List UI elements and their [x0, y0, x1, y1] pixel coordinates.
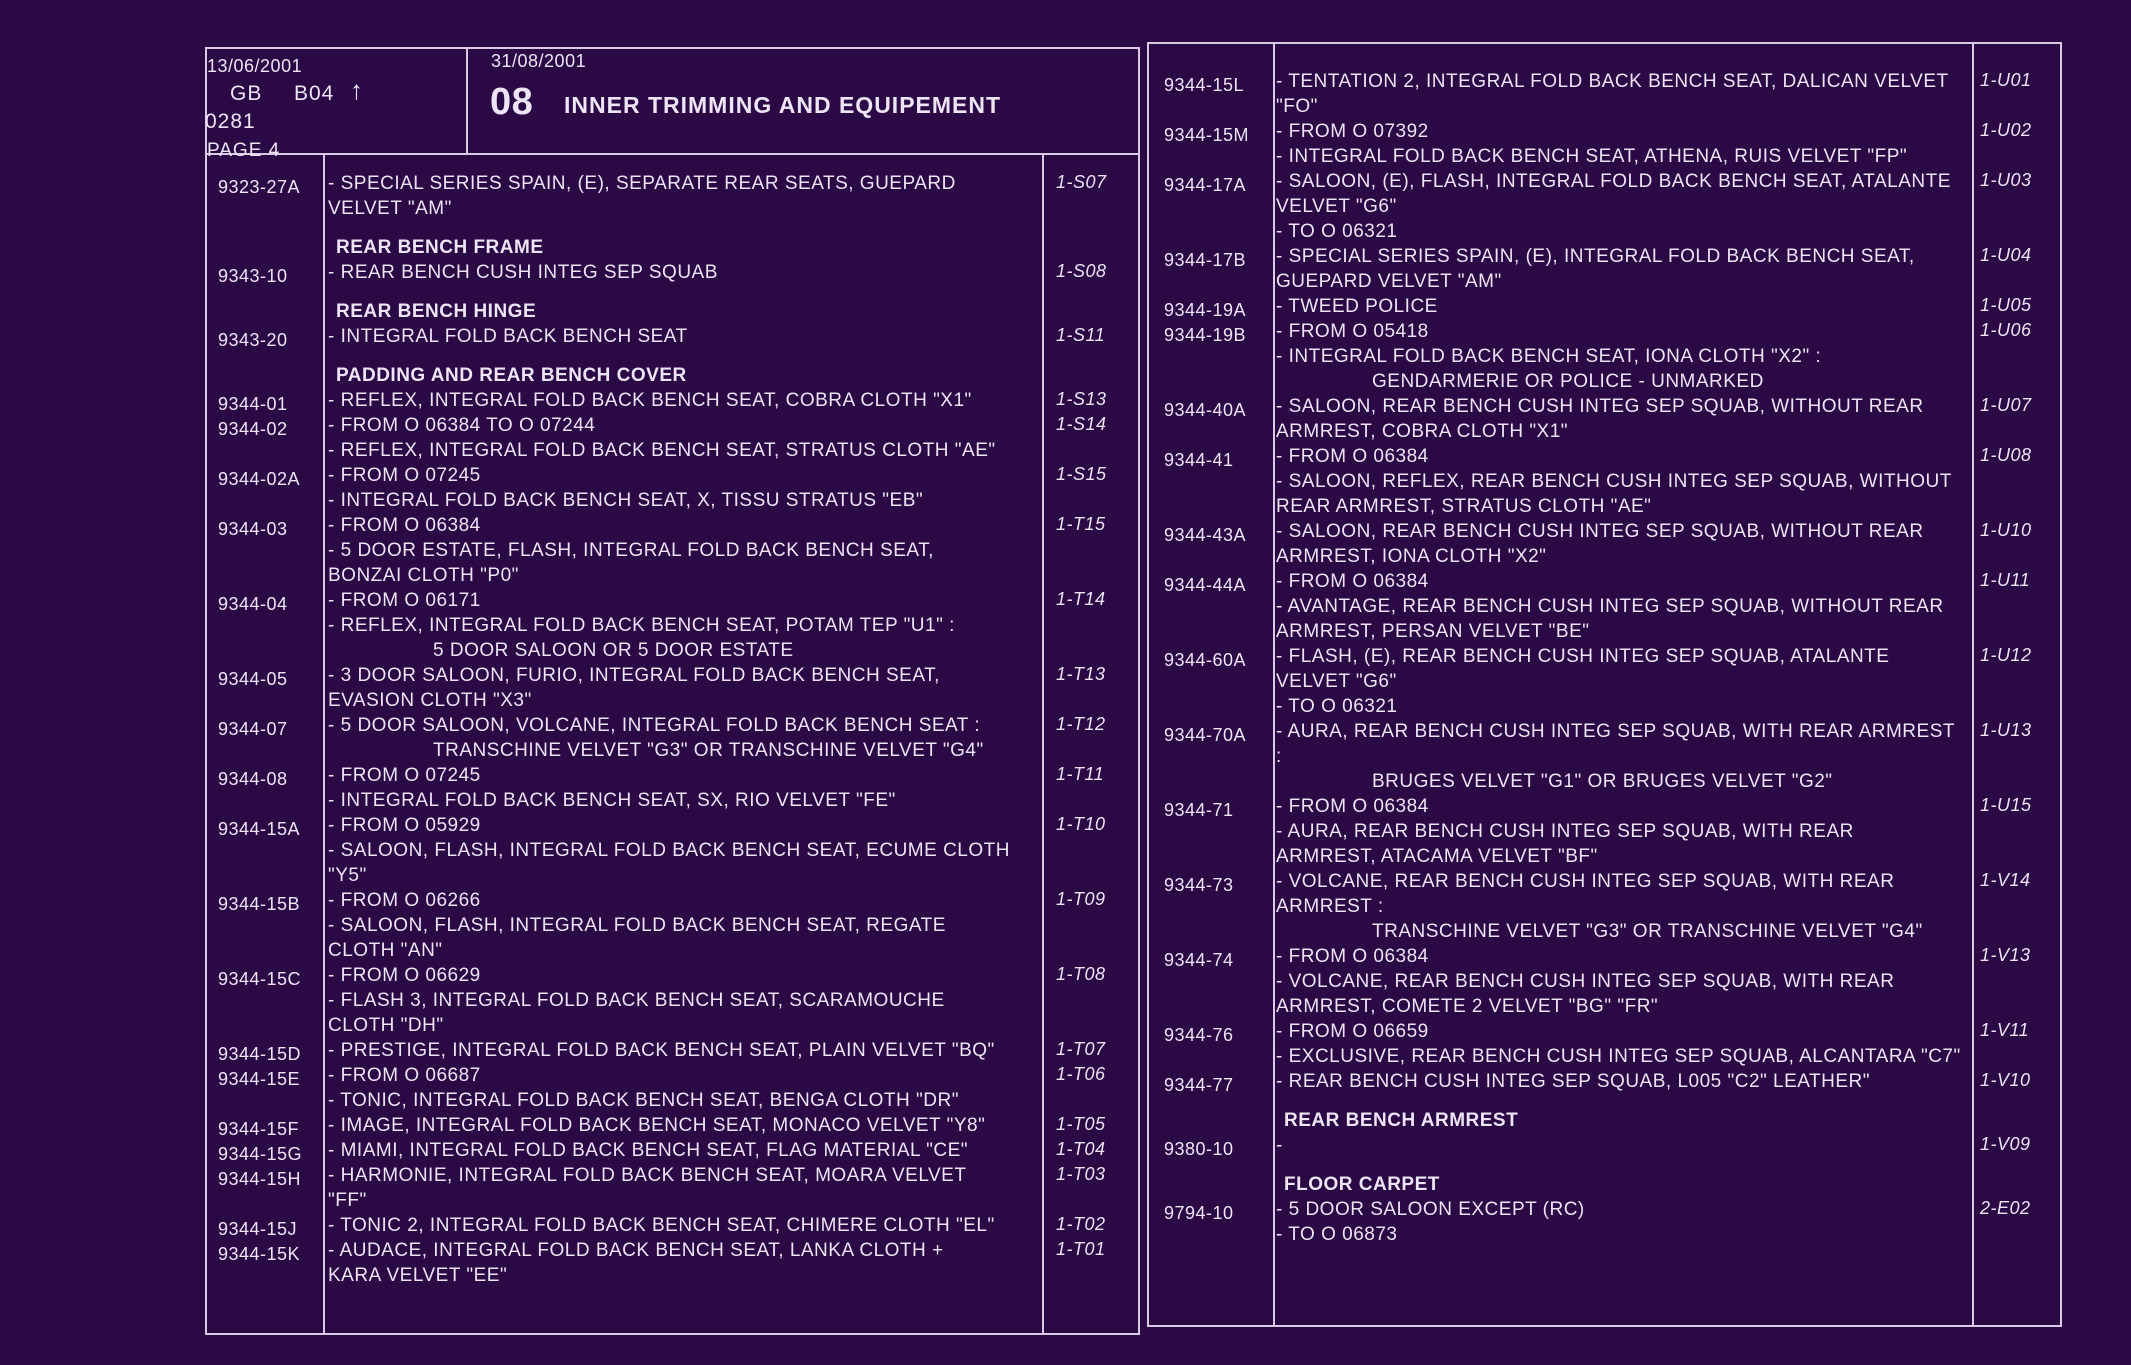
part-reference: 9344-60A	[1164, 650, 1247, 670]
part-reference: 9344-08	[218, 769, 288, 789]
part-reference: 9323-27A	[218, 177, 301, 197]
part-description: :	[1276, 746, 1282, 767]
part-reference: 9344-17A	[1164, 175, 1247, 195]
part-description: - SPECIAL SERIES SPAIN, (E), SEPARATE REAR SEATS, GUEPARD	[328, 173, 956, 194]
part-description: - FROM O 06384	[1276, 946, 1429, 967]
chapter-title: INNER TRIMMING AND EQUIPEMENT	[564, 92, 1002, 118]
header-date-left: 13/06/2001	[207, 56, 303, 76]
part-description: - FROM O 06629	[328, 965, 481, 986]
part-reference: 9344-15F	[218, 1119, 300, 1139]
illustration-code: 1-S07	[1056, 172, 1107, 192]
illustration-code: 1-S08	[1056, 261, 1107, 281]
part-description: - SALOON, REAR BENCH CUSH INTEG SEP SQUAB, WITHOUT REAR	[1276, 521, 1924, 542]
section-heading: REAR BENCH HINGE	[336, 301, 537, 322]
part-description: - FROM O 06384	[1276, 571, 1429, 592]
part-description: - REFLEX, INTEGRAL FOLD BACK BENCH SEAT, COBRA CLOTH "X1"	[328, 390, 972, 411]
part-description: "Y5"	[328, 865, 367, 886]
part-description: - 5 DOOR SALOON EXCEPT (RC)	[1276, 1199, 1585, 1220]
illustration-code: 1-U12	[1980, 645, 2032, 665]
part-reference: 9344-71	[1164, 800, 1234, 820]
part-reference: 9344-15H	[218, 1169, 302, 1189]
part-reference: 9344-40A	[1164, 400, 1247, 420]
part-reference: 9344-15B	[218, 894, 301, 914]
part-description: - SPECIAL SERIES SPAIN, (E), INTEGRAL FOLD BACK BENCH SEAT,	[1276, 246, 1915, 267]
arrow-up-icon: ↑	[350, 75, 364, 105]
part-description: - TONIC 2, INTEGRAL FOLD BACK BENCH SEAT, CHIMERE CLOTH "EL"	[328, 1215, 995, 1236]
illustration-code: 1-V09	[1980, 1134, 2031, 1154]
illustration-code: 1-V10	[1980, 1070, 2031, 1090]
part-description: - SALOON, (E), FLASH, INTEGRAL FOLD BACK BENCH SEAT, ATALANTE	[1276, 171, 1951, 192]
indented-note: TRANSCHINE VELVET "G3" OR TRANSCHINE VELVET "G4"	[1372, 921, 1923, 942]
part-description: VELVET "G6"	[1276, 196, 1397, 217]
part-description: - FLASH 3, INTEGRAL FOLD BACK BENCH SEAT, SCARAMOUCHE	[328, 990, 945, 1011]
part-description: - PRESTIGE, INTEGRAL FOLD BACK BENCH SEAT, PLAIN VELVET "BQ"	[328, 1040, 995, 1061]
part-description: "FF"	[328, 1190, 367, 1211]
part-description: - FROM O 07245	[328, 765, 481, 786]
section-heading: REAR BENCH FRAME	[336, 237, 544, 258]
illustration-code: 1-T01	[1056, 1239, 1106, 1259]
illustration-code: 1-T06	[1056, 1064, 1106, 1084]
part-description: VELVET "G6"	[1276, 671, 1397, 692]
part-reference: 9344-76	[1164, 1025, 1234, 1045]
part-reference: 9344-15K	[218, 1244, 301, 1264]
illustration-code: 1-U08	[1980, 445, 2032, 465]
illustration-code: 1-U11	[1980, 570, 2031, 590]
section-heading: REAR BENCH ARMREST	[1284, 1110, 1519, 1131]
part-description: - VOLCANE, REAR BENCH CUSH INTEG SEP SQUAB, WITH REAR	[1276, 871, 1895, 892]
part-reference: 9344-05	[218, 669, 288, 689]
part-description: - FROM O 07392	[1276, 121, 1429, 142]
part-description: - SALOON, FLASH, INTEGRAL FOLD BACK BENCH SEAT, REGATE	[328, 915, 946, 936]
part-reference: 9344-15A	[218, 819, 301, 839]
part-description: - TO O 06321	[1276, 696, 1398, 717]
part-description: GUEPARD VELVET "AM"	[1276, 271, 1502, 292]
illustration-code: 1-V13	[1980, 945, 2031, 965]
illustration-code: 1-S14	[1056, 414, 1107, 434]
part-description: - TO O 06321	[1276, 221, 1398, 242]
part-description: - TONIC, INTEGRAL FOLD BACK BENCH SEAT, BENGA CLOTH "DR"	[328, 1090, 959, 1111]
part-reference: 9344-17B	[1164, 250, 1247, 270]
illustration-code: 1-T07	[1056, 1039, 1106, 1059]
part-description: - AURA, REAR BENCH CUSH INTEG SEP SQUAB, WITH REAR	[1276, 821, 1854, 842]
part-description: - REFLEX, INTEGRAL FOLD BACK BENCH SEAT, POTAM TEP "U1" :	[328, 615, 955, 636]
header-rule	[205, 153, 1140, 155]
part-reference: 9344-07	[218, 719, 288, 739]
right-ref-rule	[1273, 42, 1275, 1327]
part-description: - 5 DOOR SALOON, VOLCANE, INTEGRAL FOLD BACK BENCH SEAT :	[328, 715, 981, 736]
part-reference: 9344-15G	[218, 1144, 303, 1164]
part-description: - FROM O 06384 TO O 07244	[328, 415, 596, 436]
illustration-code: 1-U04	[1980, 245, 2032, 265]
header-lang: GB	[230, 82, 263, 105]
part-description: - INTEGRAL FOLD BACK BENCH SEAT, IONA CLOTH "X2" :	[1276, 346, 1822, 367]
part-description: - HARMONIE, INTEGRAL FOLD BACK BENCH SEAT, MOARA VELVET	[328, 1165, 967, 1186]
part-description: ARMREST, COBRA CLOTH "X1"	[1276, 421, 1569, 442]
part-description: - FROM O 06659	[1276, 1021, 1429, 1042]
part-reference: 9344-19A	[1164, 300, 1247, 320]
part-reference: 9344-41	[1164, 450, 1234, 470]
section-heading: PADDING AND REAR BENCH COVER	[336, 365, 687, 386]
part-description: - REAR BENCH CUSH INTEG SEP SQUAB	[328, 262, 718, 283]
chapter-number: 08	[490, 81, 534, 123]
illustration-code: 1-T10	[1056, 814, 1106, 834]
illustration-code: 1-S11	[1056, 325, 1106, 345]
part-reference: 9344-73	[1164, 875, 1234, 895]
part-description: - INTEGRAL FOLD BACK BENCH SEAT	[328, 326, 688, 347]
part-reference: 9344-77	[1164, 1075, 1234, 1095]
illustration-code: 1-T05	[1056, 1114, 1106, 1134]
part-description: BONZAI CLOTH "P0"	[328, 565, 519, 586]
part-description: EVASION CLOTH "X3"	[328, 690, 532, 711]
part-description: - VOLCANE, REAR BENCH CUSH INTEG SEP SQUAB, WITH REAR	[1276, 971, 1895, 992]
part-description: - FROM O 06171	[328, 590, 481, 611]
part-description: ARMREST :	[1276, 896, 1384, 917]
illustration-code: 1-S13	[1056, 389, 1107, 409]
part-reference: 9344-02A	[218, 469, 301, 489]
part-description: - TWEED POLICE	[1276, 296, 1438, 317]
part-description: ARMREST, ATACAMA VELVET "BF"	[1276, 846, 1598, 867]
illustration-code: 1-T04	[1056, 1139, 1106, 1159]
part-reference: 9344-15L	[1164, 75, 1245, 95]
part-description: - TO O 06873	[1276, 1224, 1398, 1245]
illustration-code: 1-U01	[1980, 70, 2032, 90]
part-description: - MIAMI, INTEGRAL FOLD BACK BENCH SEAT, FLAG MATERIAL "CE"	[328, 1140, 969, 1161]
illustration-code: 1-U15	[1980, 795, 2032, 815]
part-description: - SALOON, REAR BENCH CUSH INTEG SEP SQUAB, WITHOUT REAR	[1276, 396, 1924, 417]
illustration-code: 1-T02	[1056, 1214, 1106, 1234]
illustration-code: 1-T11	[1056, 764, 1105, 784]
part-description: - TENTATION 2, INTEGRAL FOLD BACK BENCH SEAT, DALICAN VELVET	[1276, 71, 1949, 92]
illustration-code: 1-T03	[1056, 1164, 1106, 1184]
part-description: ARMREST, IONA CLOTH "X2"	[1276, 546, 1547, 567]
illustration-code: 1-T15	[1056, 514, 1106, 534]
part-description: ARMREST, COMETE 2 VELVET "BG" "FR"	[1276, 996, 1659, 1017]
part-description: CLOTH "DH"	[328, 1015, 444, 1036]
part-description: - REFLEX, INTEGRAL FOLD BACK BENCH SEAT, STRATUS CLOTH "AE"	[328, 440, 996, 461]
part-description: - FROM O 06687	[328, 1065, 481, 1086]
part-description: - REAR BENCH CUSH INTEG SEP SQUAB, L005 "C2" LEATHER"	[1276, 1071, 1871, 1092]
illustration-code: 2-E02	[1980, 1198, 2031, 1218]
part-reference: 9344-15E	[218, 1069, 301, 1089]
illustration-code: 1-S15	[1056, 464, 1107, 484]
header-date-right: 31/08/2001	[491, 51, 587, 71]
part-description: - INTEGRAL FOLD BACK BENCH SEAT, ATHENA, RUIS VELVET "FP"	[1276, 146, 1908, 167]
part-reference: 9343-20	[218, 330, 288, 350]
header-model: B04	[294, 82, 335, 105]
part-description: - EXCLUSIVE, REAR BENCH CUSH INTEG SEP SQUAB, ALCANTARA "C7"	[1276, 1046, 1961, 1067]
part-description: - FROM O 06384	[1276, 446, 1429, 467]
part-description: ARMREST, PERSAN VELVET "BE"	[1276, 621, 1590, 642]
part-reference: 9344-04	[218, 594, 288, 614]
part-description: CLOTH "AN"	[328, 940, 443, 961]
header-catalog-no: 0281	[205, 110, 256, 133]
part-reference: 9380-10	[1164, 1139, 1234, 1159]
indented-note: 5 DOOR SALOON OR 5 DOOR ESTATE	[433, 640, 794, 661]
part-description: - FROM O 06384	[1276, 796, 1429, 817]
part-description: - AURA, REAR BENCH CUSH INTEG SEP SQUAB, WITH REAR ARMREST	[1276, 721, 1955, 742]
part-reference: 9344-15D	[218, 1044, 302, 1064]
part-description: - FLASH, (E), REAR BENCH CUSH INTEG SEP SQUAB, ATALANTE	[1276, 646, 1890, 667]
part-reference: 9794-10	[1164, 1203, 1234, 1223]
part-reference: 9344-15J	[218, 1219, 298, 1239]
illustration-code: 1-V14	[1980, 870, 2031, 890]
part-description: "FO"	[1276, 96, 1318, 117]
part-reference: 9344-02	[218, 419, 288, 439]
part-reference: 9344-01	[218, 394, 288, 414]
illustration-code: 1-U02	[1980, 120, 2032, 140]
part-reference: 9344-70A	[1164, 725, 1247, 745]
indented-note: GENDARMERIE OR POLICE - UNMARKED	[1372, 371, 1764, 392]
part-description: - INTEGRAL FOLD BACK BENCH SEAT, SX, RIO VELVET "FE"	[328, 790, 896, 811]
illustration-code: 1-T14	[1056, 589, 1106, 609]
illustration-code: 1-U07	[1980, 395, 2032, 415]
section-heading: FLOOR CARPET	[1284, 1174, 1440, 1195]
part-reference: 9343-10	[218, 266, 288, 286]
left-code-rule	[1042, 153, 1044, 1335]
part-description: VELVET "AM"	[328, 198, 452, 219]
illustration-code: 1-T12	[1056, 714, 1106, 734]
illustration-code: 1-T08	[1056, 964, 1106, 984]
part-description: - FROM O 07245	[328, 465, 481, 486]
illustration-code: 1-U13	[1980, 720, 2032, 740]
illustration-code: 1-U05	[1980, 295, 2032, 315]
part-description: - 5 DOOR ESTATE, FLASH, INTEGRAL FOLD BACK BENCH SEAT,	[328, 540, 934, 561]
part-reference: 9344-15M	[1164, 125, 1250, 145]
part-reference: 9344-19B	[1164, 325, 1247, 345]
illustration-code: 1-T13	[1056, 664, 1106, 684]
part-description: REAR ARMREST, STRATUS CLOTH "AE"	[1276, 496, 1652, 517]
part-description: - IMAGE, INTEGRAL FOLD BACK BENCH SEAT, MONACO VELVET "Y8"	[328, 1115, 986, 1136]
part-reference: 9344-44A	[1164, 575, 1247, 595]
illustration-code: 1-U06	[1980, 320, 2032, 340]
part-reference: 9344-74	[1164, 950, 1234, 970]
part-reference: 9344-15C	[218, 969, 302, 989]
part-description: - FROM O 06266	[328, 890, 481, 911]
illustration-code: 1-U03	[1980, 170, 2032, 190]
header-page: PAGE 4	[207, 140, 281, 161]
part-description: - FROM O 05929	[328, 815, 481, 836]
part-description: - SALOON, REFLEX, REAR BENCH CUSH INTEG SEP SQUAB, WITHOUT	[1276, 471, 1952, 492]
right-code-rule	[1972, 42, 1974, 1327]
part-description: - AUDACE, INTEGRAL FOLD BACK BENCH SEAT, LANKA CLOTH +	[328, 1240, 944, 1261]
part-description: -	[1276, 1135, 1283, 1156]
part-description: - AVANTAGE, REAR BENCH CUSH INTEG SEP SQUAB, WITHOUT REAR	[1276, 596, 1944, 617]
part-reference: 9344-03	[218, 519, 288, 539]
indented-note: BRUGES VELVET "G1" OR BRUGES VELVET "G2"	[1372, 771, 1833, 792]
illustration-code: 1-V11	[1980, 1020, 2030, 1040]
left-ref-rule	[323, 153, 325, 1335]
part-description: - INTEGRAL FOLD BACK BENCH SEAT, X, TISSU STRATUS "EB"	[328, 490, 924, 511]
part-reference: 9344-43A	[1164, 525, 1247, 545]
part-description: - FROM O 06384	[328, 515, 481, 536]
indented-note: TRANSCHINE VELVET "G3" OR TRANSCHINE VELVET "G4"	[433, 740, 984, 761]
part-description: - 3 DOOR SALOON, FURIO, INTEGRAL FOLD BACK BENCH SEAT,	[328, 665, 940, 686]
part-description: KARA VELVET "EE"	[328, 1265, 508, 1286]
illustration-code: 1-T09	[1056, 889, 1106, 909]
part-description: - SALOON, FLASH, INTEGRAL FOLD BACK BENCH SEAT, ECUME CLOTH	[328, 840, 1010, 861]
part-description: - FROM O 05418	[1276, 321, 1429, 342]
illustration-code: 1-U10	[1980, 520, 2032, 540]
header-divider	[466, 47, 468, 153]
